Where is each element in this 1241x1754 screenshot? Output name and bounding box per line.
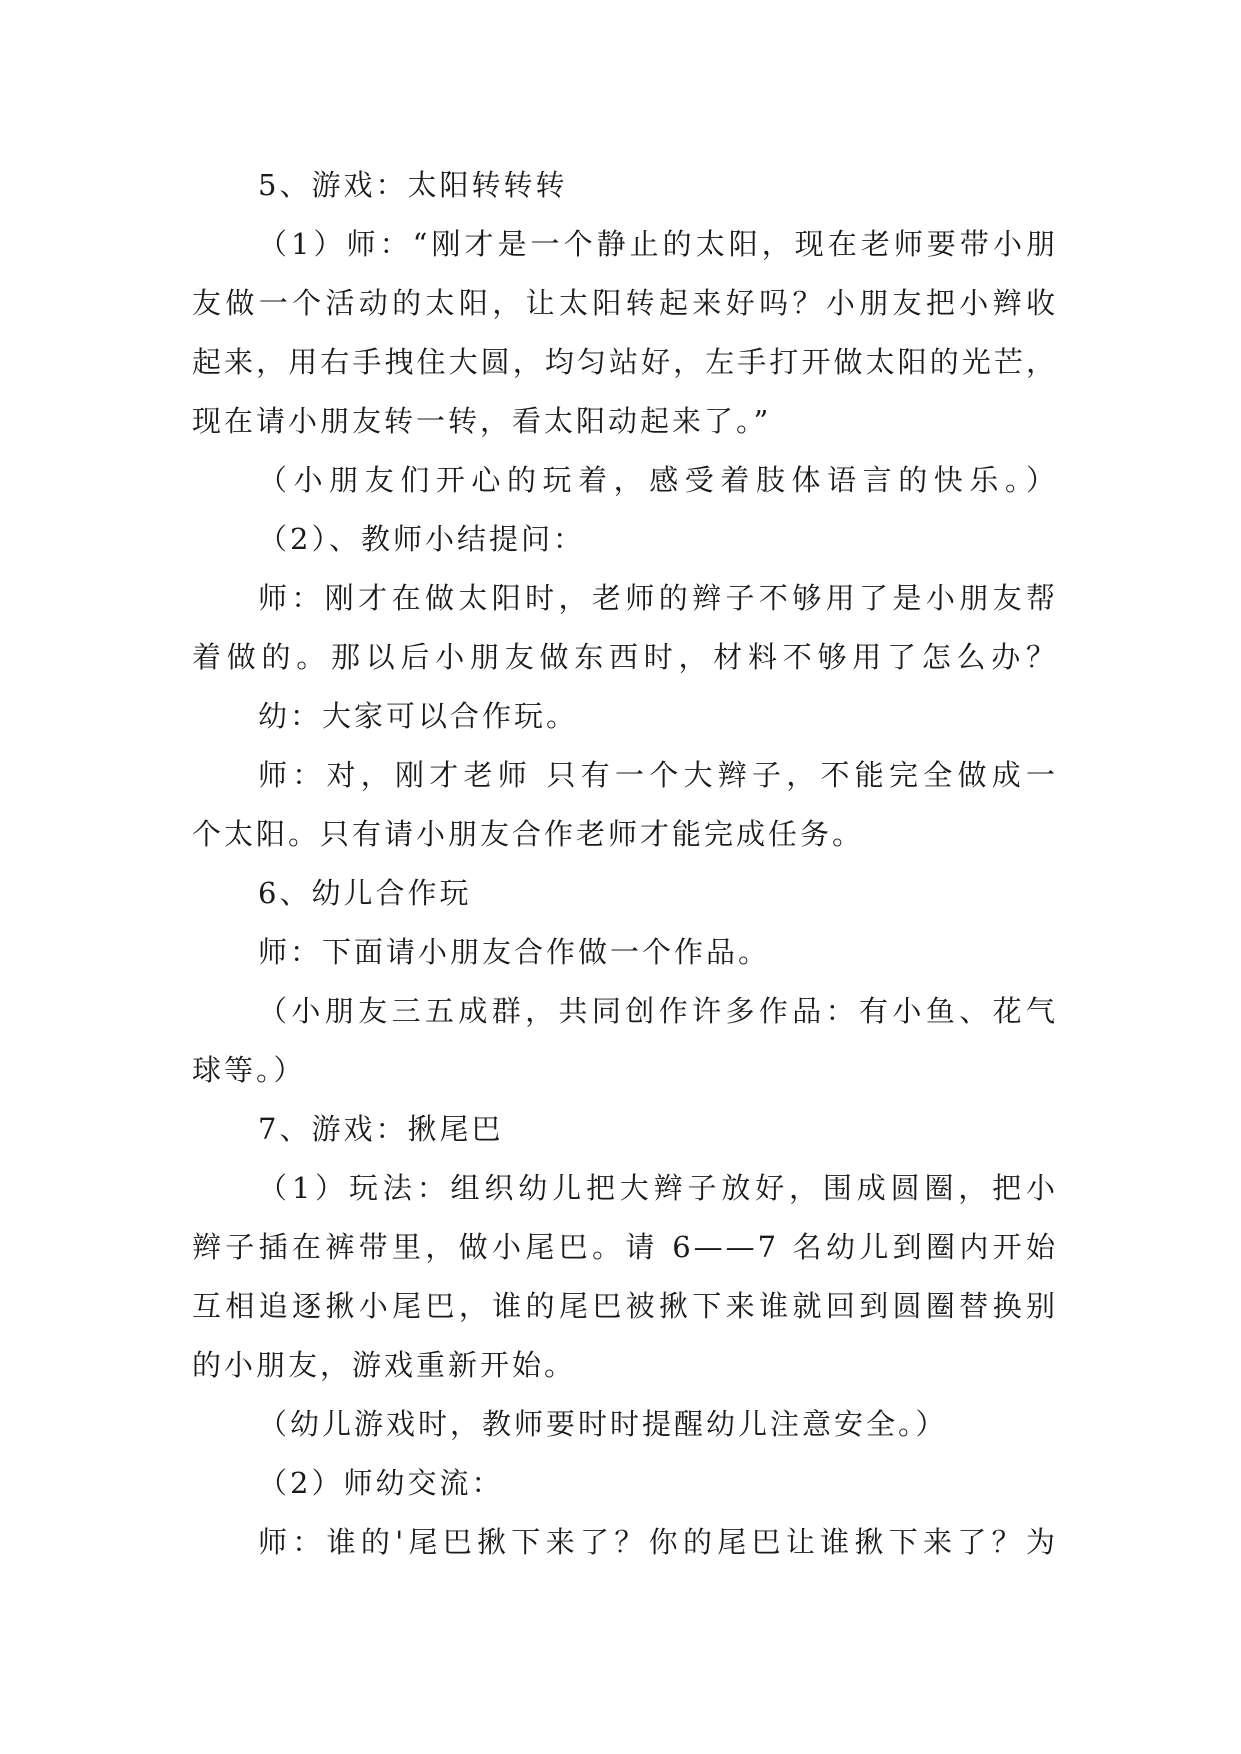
- text-line: 现在请小朋友转一转，看太阳动起来了。”: [192, 404, 772, 438]
- text-line: （2）、教师小结提问：: [258, 522, 585, 556]
- paragraph: [192, 1395, 1058, 1454]
- text-line: 辫子插在裤带里，做小尾巴。请 6——7 名幼儿到圈内开始: [192, 1230, 1058, 1264]
- paragraph: [192, 864, 1058, 923]
- text-line: 起来，用右手拽住大圆，均匀站好，左手打开做太阳的光芒，: [192, 345, 1058, 379]
- text-line: 5、游戏：太阳转转转: [258, 168, 568, 202]
- paragraph: [192, 687, 1058, 746]
- text-line: （小朋友三五成群，共同创作许多作品：有小鱼、花气: [258, 994, 1058, 1028]
- text-line: （1）玩法：组织幼儿把大辫子放好，围成圆圈，把小: [258, 1171, 1058, 1205]
- text-line: 幼：大家可以合作玩。: [258, 699, 579, 733]
- paragraph: [192, 982, 1058, 1100]
- text-line: 7、游戏：揪尾巴: [258, 1112, 504, 1146]
- text-line: 球等。）: [192, 1053, 306, 1087]
- paragraph: [192, 156, 1058, 215]
- paragraph: [192, 923, 1058, 982]
- text-line: 着做的。那以后小朋友做东西时，材料不够用了怎么办？: [192, 640, 1058, 674]
- text-line: （2）师幼交流：: [258, 1466, 504, 1500]
- text-line: 的小朋友，游戏重新开始。: [192, 1348, 577, 1382]
- text-line: 师：刚才在做太阳时，老师的辫子不够用了是小朋友帮: [258, 581, 1058, 615]
- paragraph: [192, 1454, 1058, 1513]
- text-line: 个太阳。只有请小朋友合作老师才能完成任务。: [192, 817, 865, 851]
- text-line: （1）师：“刚才是一个静止的太阳，现在老师要带小朋: [258, 227, 1058, 261]
- text-line: 互相追逐揪小尾巴，谁的尾巴被揪下来谁就回到圆圈替换别: [192, 1289, 1058, 1323]
- paragraph: [192, 1159, 1058, 1395]
- text-line: 友做一个活动的太阳，让太阳转起来好吗？小朋友把小辫收: [192, 286, 1058, 320]
- paragraph: [192, 451, 1058, 510]
- text-line: 师：对，刚才老师 只有一个大辫子，不能完全做成一: [258, 758, 1058, 792]
- text-line: （幼儿游戏时，教师要时时提醒幼儿注意安全。）: [258, 1407, 948, 1441]
- text-line: 师：下面请小朋友合作做一个作品。: [258, 935, 771, 969]
- text-line: （小朋友们开心的玩着，感受着肢体语言的快乐。）: [258, 463, 1058, 497]
- paragraph: [192, 746, 1058, 864]
- paragraph: [192, 215, 1058, 451]
- paragraph: [192, 569, 1058, 687]
- text-line: 6、幼儿合作玩: [258, 876, 472, 910]
- paragraph: [192, 1100, 1058, 1159]
- paragraph: [192, 1513, 1058, 1572]
- text-line: 师：谁的'尾巴揪下来了？你的尾巴让谁揪下来了？为: [258, 1525, 1058, 1559]
- paragraph: [192, 510, 1058, 569]
- document-body: [192, 156, 1058, 1572]
